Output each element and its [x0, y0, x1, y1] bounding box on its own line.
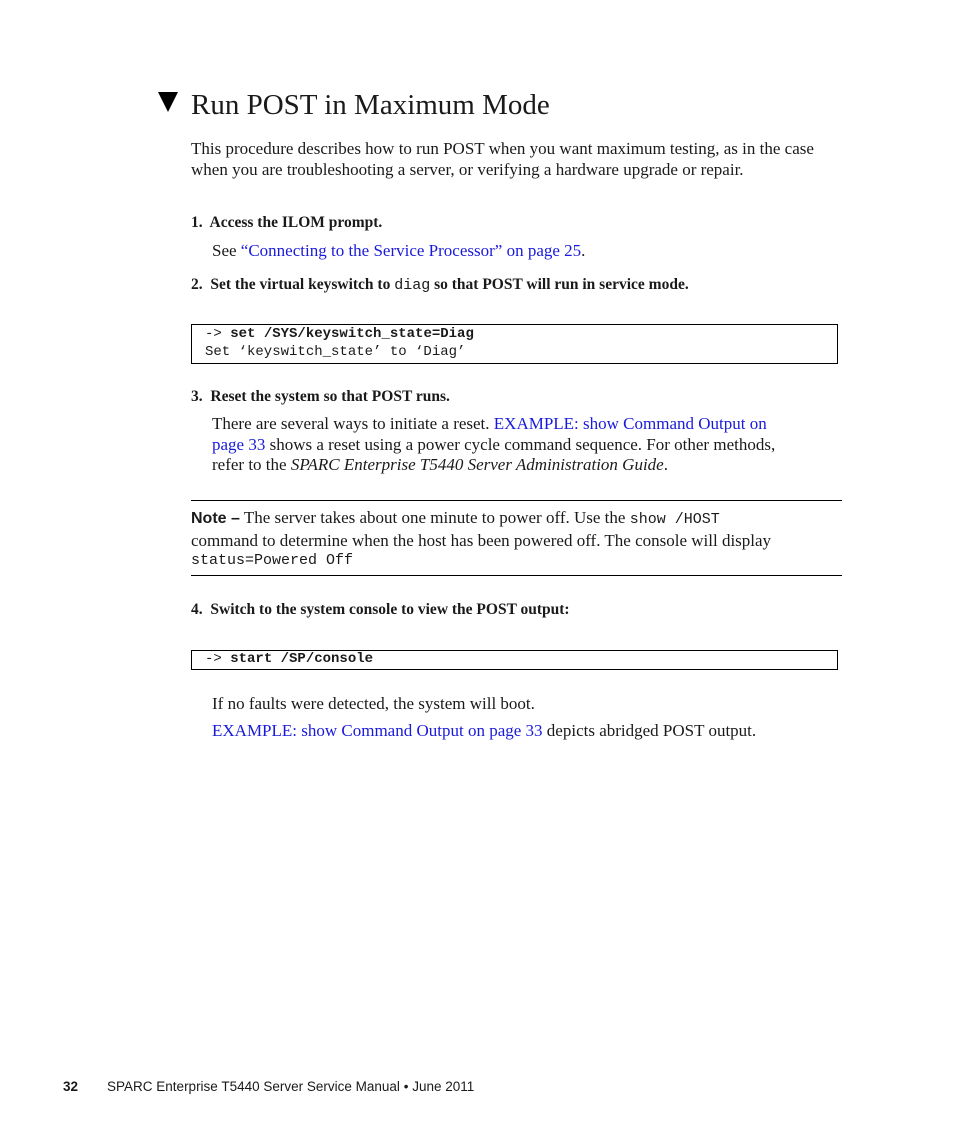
note-label: Note – — [191, 510, 240, 527]
admin-guide-title: SPARC Enterprise T5440 Server Administration Guide — [290, 455, 664, 474]
step-3-text-mid: shows a reset using a power cycle command sequence. For other methods, — [265, 434, 776, 454]
step-2-code-line-1 — [205, 325, 474, 344]
note-text-1: The server takes about one minute to power off. Use the — [239, 508, 630, 527]
step-2-code-diag: diag — [394, 277, 431, 294]
footer-date: June 2011 — [412, 1079, 475, 1094]
note-box — [191, 508, 842, 572]
step-2-text-pre: Set the virtual keyswitch to — [210, 276, 395, 293]
intro-paragraph: This procedure describes how to run POST when you want maximum testing, as in the case when you are troubleshooting a server, or verifying a hardware upgrade or repair. — [191, 139, 814, 179]
step-4-code-line — [205, 650, 373, 669]
page-title — [158, 88, 550, 122]
step-2-title — [191, 276, 689, 294]
step-4-number: 4. — [191, 601, 203, 618]
page-number: 32 — [63, 1079, 79, 1094]
note-top-rule — [191, 500, 842, 501]
step-4-code-box — [191, 650, 838, 670]
step-4-text: Switch to the system console to view the POST output: — [210, 601, 570, 618]
note-text-2: command to determine when the host has been powered off. The console will display — [191, 530, 772, 550]
step-2-code-output: Set ‘keyswitch_state’ to ‘Diag’ — [205, 344, 466, 360]
step-1-see-prefix: See — [212, 241, 241, 260]
step-3-paragraph — [212, 414, 842, 476]
step-2-command: set /SYS/keyswitch_state=Diag — [230, 326, 474, 342]
example-show-output-link-2[interactable]: EXAMPLE: show Command Output on page 33 — [212, 721, 543, 740]
note-code-show-host: show /HOST — [629, 511, 720, 528]
step-1-see — [212, 241, 585, 262]
step-2-code-box — [191, 324, 838, 364]
step-4-command: start /SP/console — [230, 651, 374, 667]
note-code-status: status=Powered Off — [191, 552, 354, 569]
code-prompt: -> — [205, 326, 222, 342]
step-3-text-pre: There are several ways to initiate a reset. — [212, 414, 494, 433]
step-4-title — [191, 601, 570, 619]
example-show-output-link-1b[interactable]: page 33 — [212, 434, 266, 454]
footer-bullet: • — [403, 1079, 409, 1094]
footer — [63, 1079, 474, 1094]
step-4-after-2 — [212, 721, 756, 742]
example-show-output-link-1[interactable]: EXAMPLE: show Command Output on — [493, 414, 767, 433]
step-3-text-line3-pre: refer to the — [212, 455, 291, 474]
page-title-text: Run POST in Maximum Mode — [191, 89, 550, 121]
step-2-text-post: so that POST will run in service mode. — [430, 276, 689, 293]
step-4-after-2-text: depicts abridged POST output. — [542, 721, 757, 740]
step-2-number: 2. — [191, 276, 203, 293]
step-1-text: Access the ILOM prompt. — [209, 214, 383, 231]
step-3-title — [191, 388, 450, 406]
step-1-number: 1. — [191, 214, 203, 231]
step-4-after-1: If no faults were detected, the system will boot. — [212, 694, 535, 713]
step-1-see-suffix: . — [581, 241, 586, 260]
step-3-number: 3. — [191, 388, 203, 405]
step-1-title — [191, 214, 382, 232]
triangle-down-icon — [158, 92, 178, 112]
step-3-text: Reset the system so that POST runs. — [210, 388, 450, 405]
step-3-text-line3-post: . — [663, 455, 668, 474]
code-prompt: -> — [205, 651, 222, 667]
footer-manual-title: SPARC Enterprise T5440 Server Service Manual — [107, 1079, 400, 1094]
note-bottom-rule — [191, 575, 842, 576]
connecting-service-processor-link[interactable]: “Connecting to the Service Processor” on page 25 — [240, 241, 582, 260]
